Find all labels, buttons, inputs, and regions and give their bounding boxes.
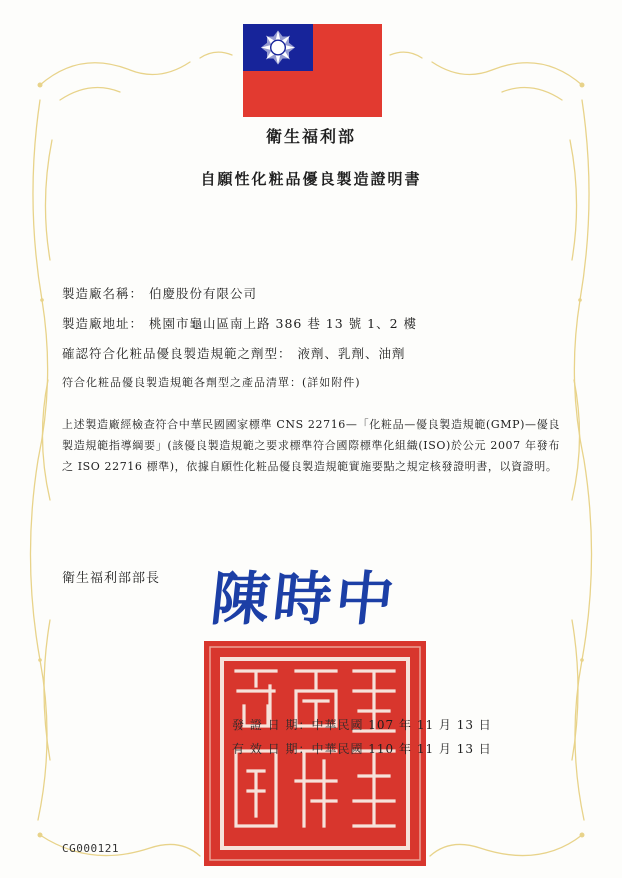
expiry-date-label: 有 效 日 期：中華民國 xyxy=(232,742,364,756)
ministry-name: 衛生福利部 xyxy=(265,127,356,146)
certificate-title: 自願性化粧品優良製造證明書 xyxy=(200,170,422,188)
document-number: CG000121 xyxy=(62,842,119,855)
issue-date xyxy=(232,716,492,733)
field-label: 符合化粧品優良製造規範各劑型之產品清單： xyxy=(62,376,302,389)
manufacturer-address-row xyxy=(62,314,562,332)
expiry-date xyxy=(232,740,492,757)
field-value: 伯慶股份有限公司 xyxy=(149,286,258,301)
signatory-title: 衛生福利部部長 xyxy=(62,571,161,586)
manufacturer-name-row xyxy=(62,284,562,302)
field-label: 製造廠地址： xyxy=(62,316,144,331)
certification-statement: 上述製造廠經檢查符合中華民國國家標準 CNS 22716—「化粧品—優良製造規範(GMP)—優良製造規範指導綱要」(該優良製造規範之要求標準符合國際標準化組織(ISO)於公元 2007 年發布之 ISO 22716 標準)，依據自願性化粧品優良製造規範實施要點之規定核發證明書，以資證明。 xyxy=(62,418,560,473)
national-flag xyxy=(243,24,382,117)
dosage-forms-row xyxy=(62,344,562,362)
minister-signature: 陳時中 xyxy=(207,565,402,633)
issue-date-label: 發 證 日 期：中華民國 xyxy=(232,718,364,732)
issue-date-value: 107 年 11 月 13 日 xyxy=(368,718,492,732)
field-label: 製造廠名稱： xyxy=(62,286,144,301)
field-value: (詳如附件) xyxy=(302,376,361,389)
product-list-row xyxy=(62,374,562,390)
field-label: 確認符合化粧品優良製造規範之劑型： xyxy=(62,346,292,361)
expiry-date-value: 110 年 11 月 13 日 xyxy=(368,742,492,756)
field-value: 桃園市龜山區南上路 386 巷 13 號 1、2 樓 xyxy=(149,316,418,331)
field-value: 液劑、乳劑、油劑 xyxy=(297,346,406,361)
